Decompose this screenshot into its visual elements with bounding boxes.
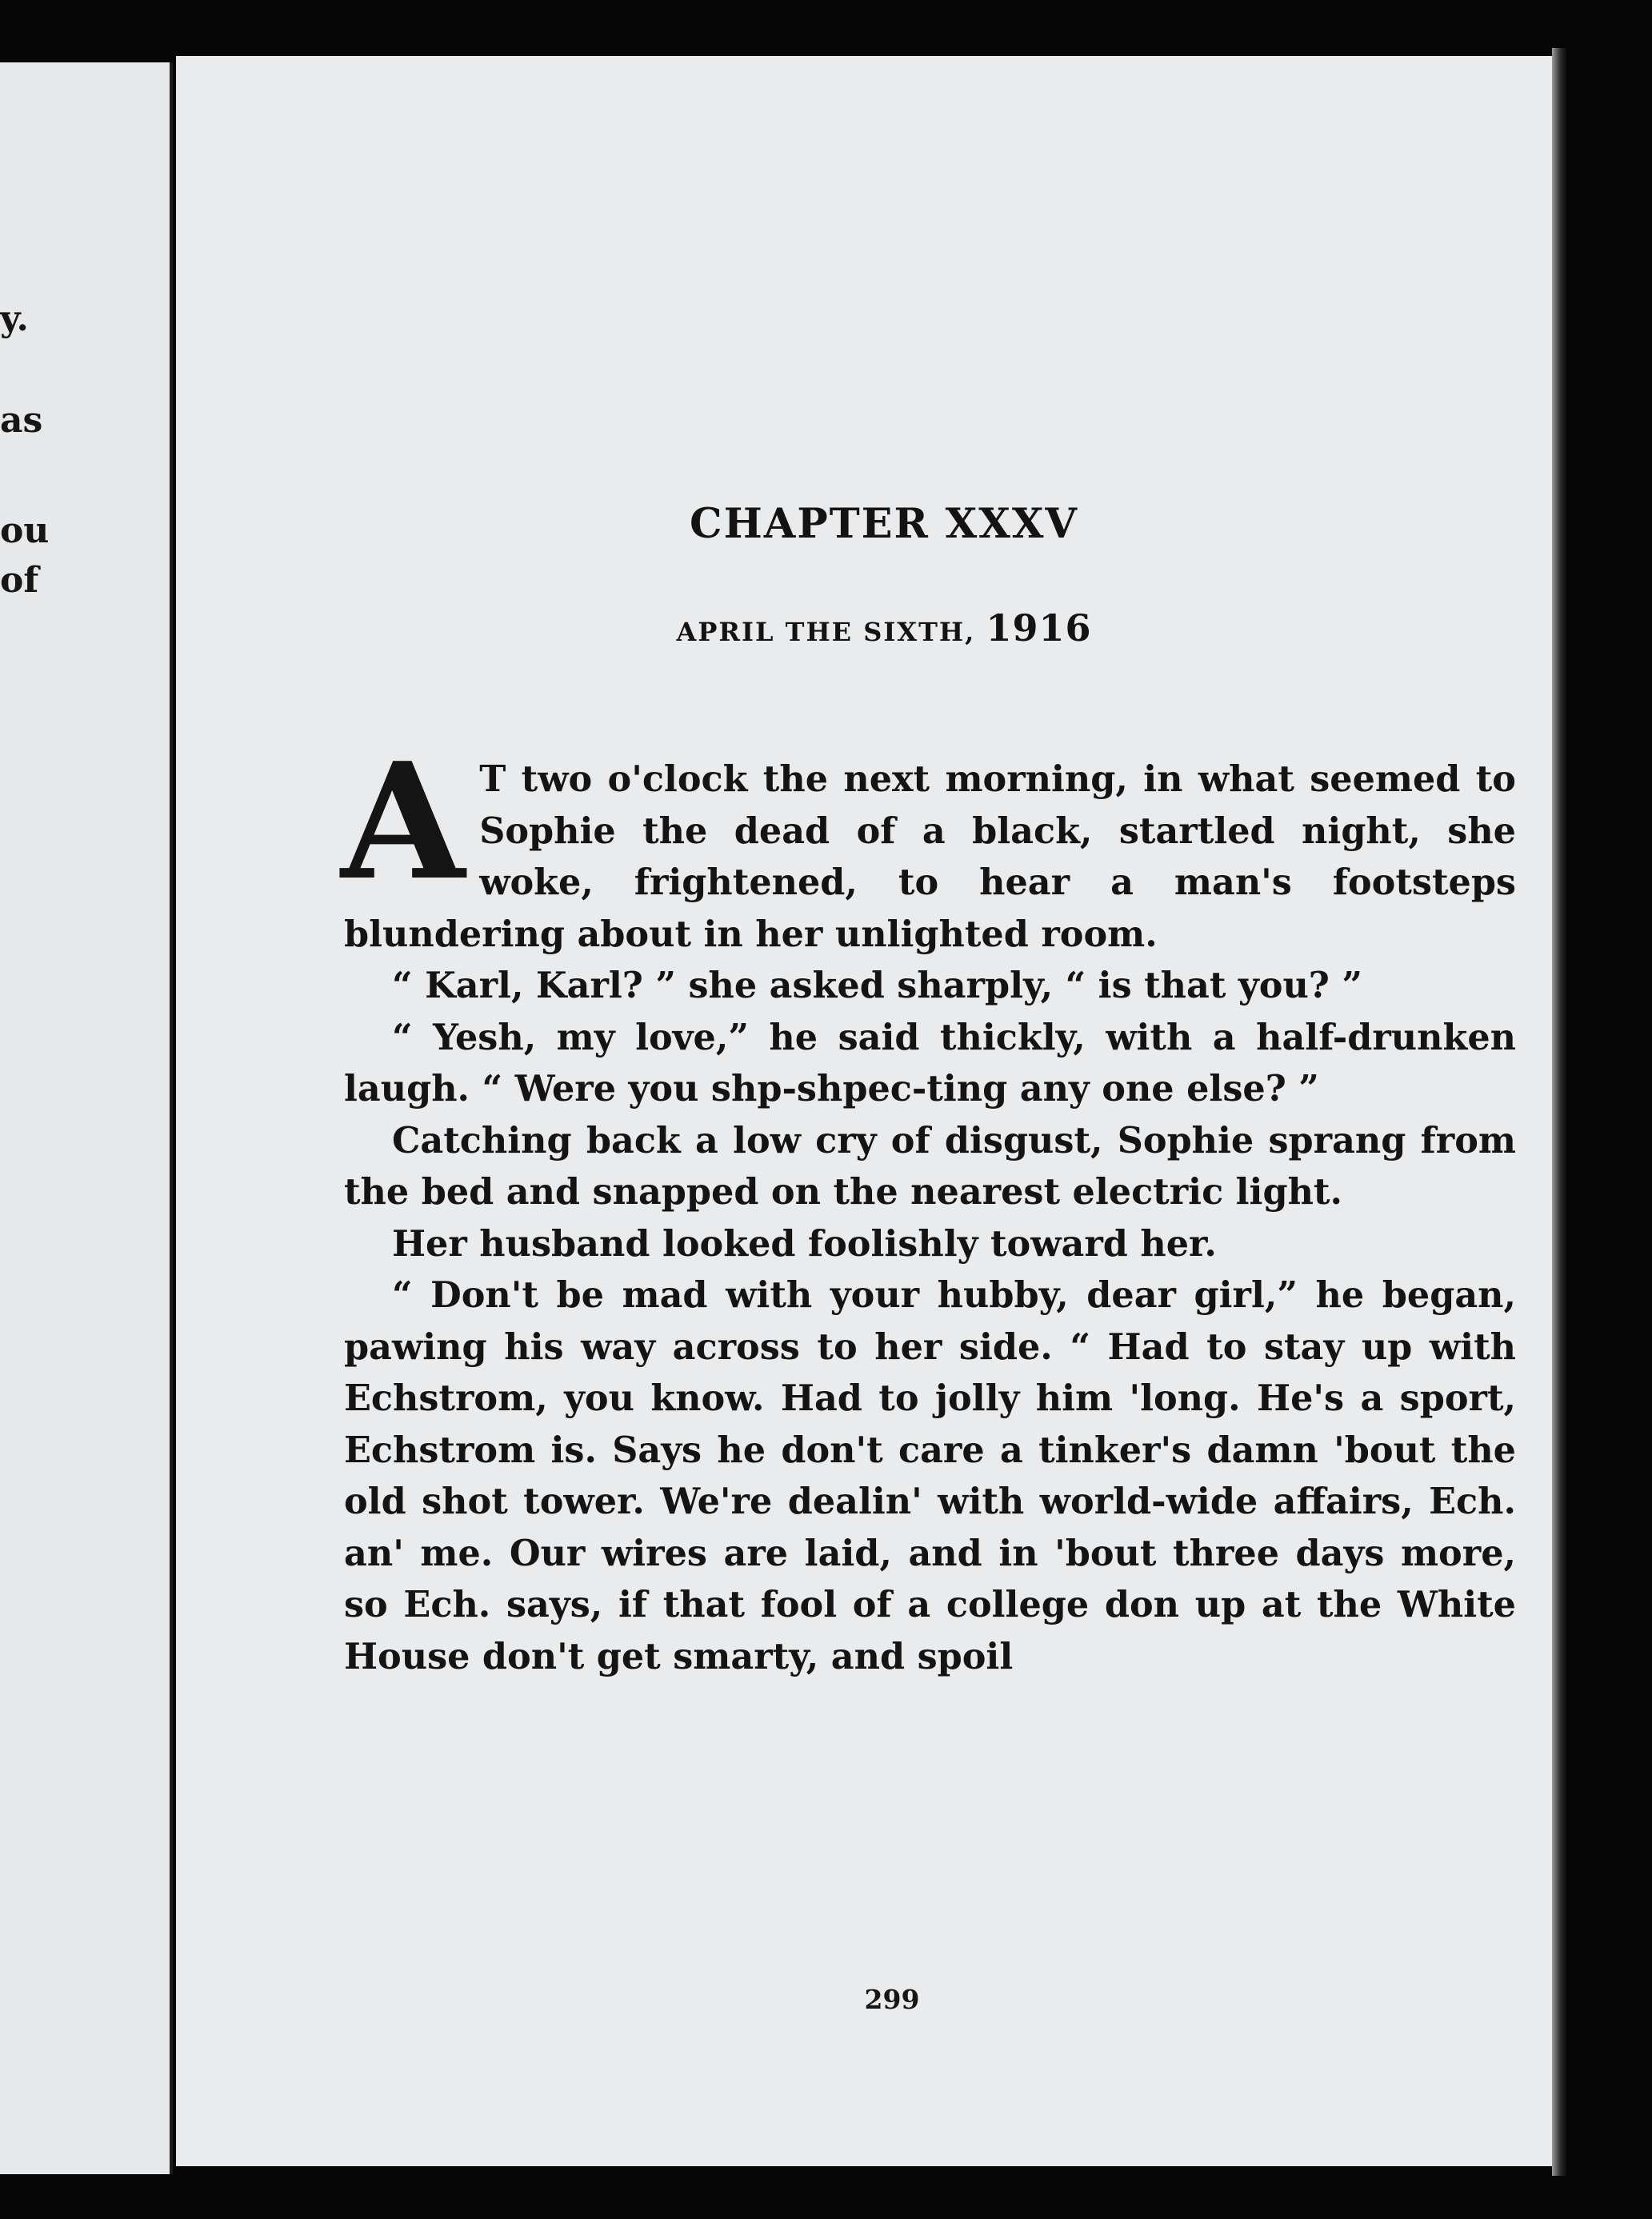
paragraph: “ Karl, Karl? ” she asked sharply, “ is that you? ” (392, 965, 1362, 1006)
paragraph: Her husband looked foolishly toward her. (392, 1222, 1217, 1265)
left-page-text-fragment: as (0, 400, 43, 441)
paragraph: “ Yesh, my love,” he said thickly, with a half-drunken laugh. “ Were you shp-shpec-ting any one else? ” (344, 1016, 1516, 1110)
chapter-body (341, 728, 1516, 1682)
paragraph: Catching back a low cry of disgust, Sophie sprang from the bed and snapped on the nearest electric light. (344, 1119, 1516, 1213)
chapter-year: 1916 (986, 606, 1092, 650)
page-edge-shadow (1552, 48, 1566, 2176)
drop-cap: A (341, 728, 466, 916)
left-page-text-fragment: of (0, 560, 39, 601)
paragraph (341, 728, 1516, 960)
book-page (176, 56, 1560, 2166)
chapter-date: APRIL THE SIXTH, (676, 617, 976, 647)
left-page-text-fragment: y. (0, 298, 29, 339)
left-page-fragment (0, 62, 173, 2174)
page-number: 299 (864, 1984, 920, 2015)
left-page-text-fragment: ou (0, 510, 50, 551)
paragraph-text: T two o'clock the next morning, in what seemed to Sophie the dead of a black, startled night, she woke, frightened, to hear a man's footsteps blundering about in her unlighted room. (344, 758, 1516, 955)
paragraph: “ Don't be mad with your hubby, dear girl,” he began, pawing his way across to her side. “ Had to stay up with Echstrom, you know. Had to jolly him 'long. He's a sport, Echstrom is. Says he don't care a tinker's damn 'bout the old shot tower. We're dealin' with world-wide affairs, Ech. an' me. Our wires are laid, and in 'bout three days more, so Ech. says, if that fool of a college don up at the White House don't get smarty, and spoil (344, 1274, 1516, 1677)
chapter-subtitle (176, 606, 1560, 650)
chapter-title: CHAPTER XXXV (690, 500, 1078, 548)
